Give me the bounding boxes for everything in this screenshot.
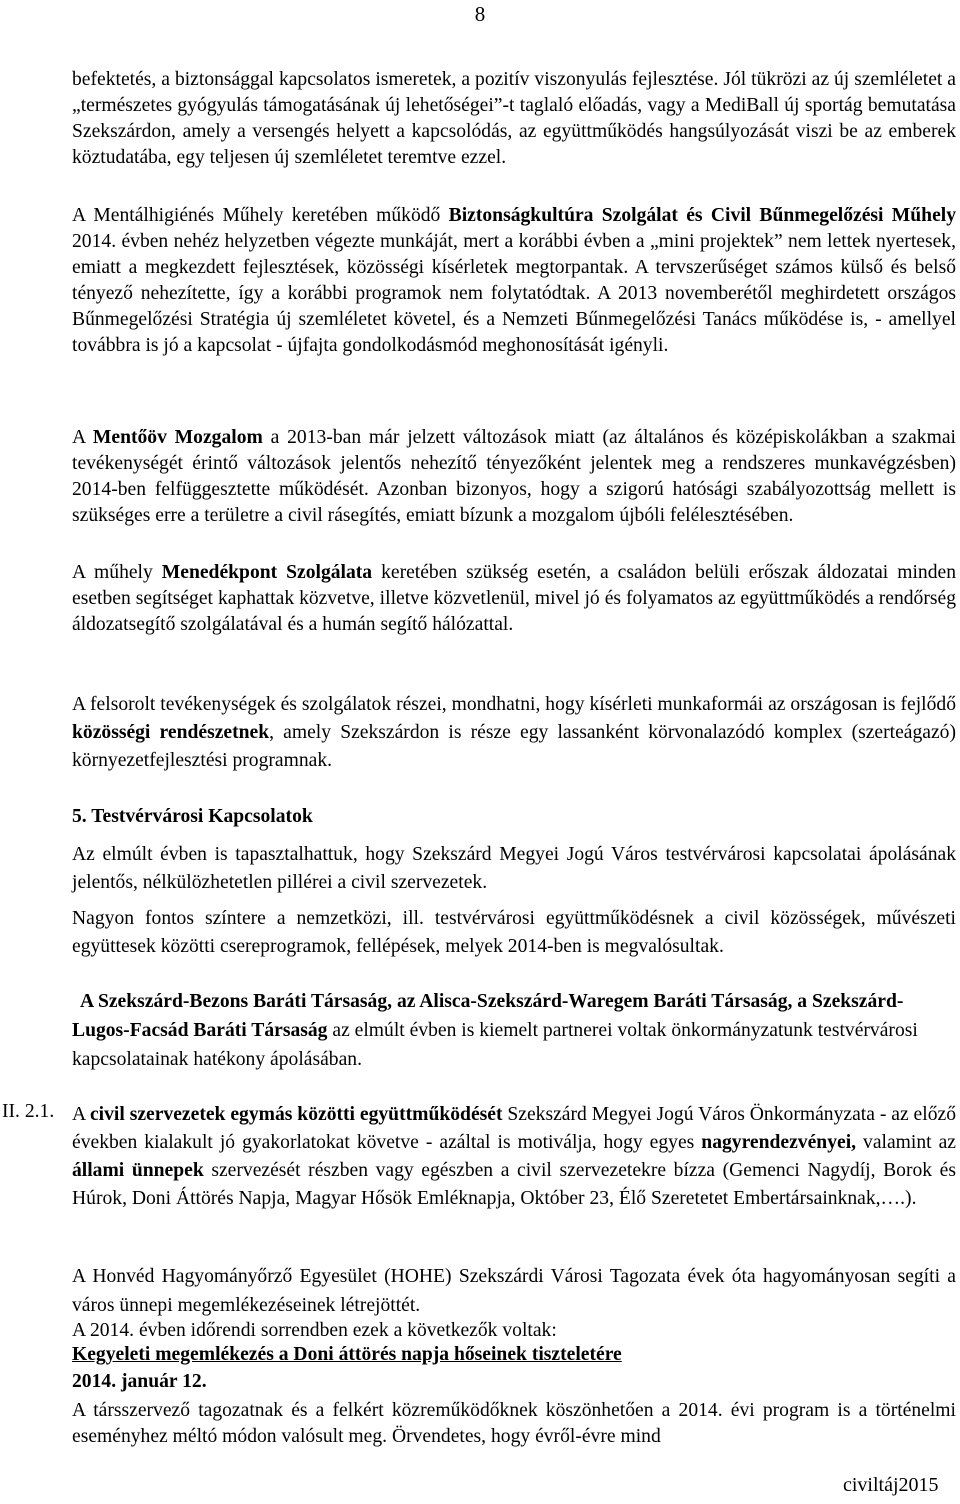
paragraph-mentalhigiene — [72, 203, 956, 359]
paragraph-hohe — [72, 1262, 956, 1320]
paragraph-mentooov — [72, 425, 956, 529]
event-title: Kegyeleti megemlékezés a Doni áttörés napja hőseinek tiszteletére — [72, 1344, 622, 1365]
text-run: a 2013-ban már jelzett változások miatt (az általános és középiskolákban a szakmai tevékenységét érintő változások jelentős nehezítő tényezőként jelentek meg a rendszeres munkavégzésben) 2014-ben felfüggesztette működését. Azonban bizonyos, hogy a szigorú hatósági szabályozottság mellett is szükséges erre a területre a civil rásegítés, emiatt bízunk a mozgalom újbóli felélesztésében. — [72, 427, 956, 526]
text-run: Az elmúlt évben is tapasztalhattuk, hogy Szekszárd Megyei Jogú Város testvérvárosi kapcsolatai ápolásának jelentős, nélkülözhetetlen pillérei a civil szervezetek. — [72, 844, 956, 893]
text-run: Szekszárd Megyei Jogú Város Önkormányzata - az előző években kialakult jó gyakorlatokat követve - azáltal is motiválja, hogy egyes — [72, 1104, 956, 1153]
paragraph-testvervarosi-1 — [72, 841, 956, 897]
bold-run: állami ünnepek — [72, 1160, 204, 1181]
page-number: 8 — [474, 2, 486, 26]
bold-run: közösségi rendészetnek — [72, 722, 270, 743]
text-run: az elmúlt évben is kiemelt partnerei voltak önkormányzatunk testvérvárosi kapcsolatainak hatékony ápolásában. — [72, 1020, 918, 1070]
paragraph-menedekpont — [72, 560, 956, 638]
text-run: , amely Szekszárdon is része egy lassanként körvonalazódó komplex (szerteágazó) környezetfejlesztési programnak. — [72, 722, 956, 771]
text-run: keretében szükség esetén, a családon belüli erőszak áldozatai minden esetben segítséget kaphattak közvetve, illetve közvetlenül, mivel jó és folyamatos az együttműködés a rendőrség áldozatsegítő szolgálatával és a humán segítő hálózattal. — [72, 562, 956, 635]
bold-run: Biztonságkultúra Szolgálat és Civil Bűnmegelőzési Műhely — [448, 205, 957, 226]
text-run: A — [72, 427, 93, 448]
text-run: A — [72, 1104, 90, 1125]
paragraph-intro-text: befektetés, a biztonsággal kapcsolatos ismeretek, a pozitív viszonyulás fejlesztése. Jól tükrözi az új szemléletet a „természetes gyógyulás támogatásának új lehetőségei”-t taglaló előadás, vagy a MediBall új sportág bemutatása Szekszárdon, amely a versengés helyett a kapcsolódás, az együttműködés hangsúlyozását viszi be az emberek köztudatába, egy teljesen új szemléletet teremtve ezzel. — [72, 69, 956, 168]
text-run: A 2014. évben időrendi sorrendben ezek a következők voltak: — [72, 1320, 557, 1341]
footer-text: civiltáj2015 — [843, 1474, 939, 1496]
paragraph-tarsszervezo — [72, 1398, 956, 1450]
text-run: A Mentálhigiénés Műhely keretében működő — [72, 205, 449, 226]
paragraph-idorend — [72, 1318, 956, 1344]
paragraph-civil-egyuttmukodes — [72, 1101, 956, 1213]
section-heading: 5. Testvérvárosi Kapcsolatok — [72, 806, 313, 827]
event-date: 2014. január 12. — [72, 1371, 207, 1392]
text-run: 2014. évben nehéz helyzetben végezte munkáját, mert a korábbi évben a „mini projektek” nem lettek nyertesek, emiatt a megkezdett fejlesztések, közösségi kísérletek megtorpantak. A tervszerűséget számos külső és belső tényező nehezítette, így a korábbi programok nem folytatódtak. A 2013 novemberétől meghirdetett országos Bűnmegelőzési Stratégia új szemléletet követel, és a Nemzeti Bűnmegelőzési Tanács működése is, - amellyel továbbra is jó a kapcsolat - újfajta gondolkodásmód meghonosítását igényli. — [72, 231, 956, 356]
bold-run: A Szekszárd-Bezons Baráti Társaság, az Alisca-Szekszárd-Waregem Baráti Társaság, a Szekszárd-Lugos-Facsád Baráti Társaság — [72, 991, 904, 1041]
bold-run: civil szervezetek egymás közötti együttműködését — [89, 1104, 503, 1125]
paragraph-testvervarosi-2 — [72, 905, 956, 961]
paragraph-intro — [72, 67, 956, 171]
bold-run: Mentőöv Mozgalom — [92, 427, 263, 448]
text-run: A felsorolt tevékenységek és szolgálatok részei, mondhatni, hogy kísérleti munkaformái az országosan is fejlődő — [72, 694, 956, 715]
bold-run: nagyrendezvényei, — [701, 1132, 857, 1153]
section-label: II. 2.1. — [2, 1101, 55, 1122]
paragraph-barati-tarsasagok — [72, 987, 956, 1074]
bold-run: Menedékpont Szolgálata — [161, 562, 373, 583]
paragraph-kozossegi-rendeszet — [72, 691, 956, 775]
text-run: A Honvéd Hagyományőrző Egyesület (HOHE) Szekszárdi Városi Tagozata évek óta hagyományosan segíti a város ünnepi megemlékezéseinek létrejöttét. — [72, 1266, 956, 1316]
text-run: valamint az — [856, 1132, 957, 1153]
text-run: A társszervező tagozatnak és a felkért közreműködőknek köszönhetően a 2014. évi program is a történelmi eseményhez méltó módon valósult meg. Örvendetes, hogy évről-évre mind — [72, 1400, 956, 1447]
text-run: Nagyon fontos színtere a nemzetközi, ill. testvérvárosi együttműködésnek a civil közösségek, művészeti együttesek közötti csereprogramok, fellépések, melyek 2014-ben is megvalósultak. — [72, 908, 956, 957]
text-run: A műhely — [72, 562, 162, 583]
text-run: szervezését részben vagy egészben a civil szervezetekre bízza (Gemenci Nagydíj, Borok és Húrok, Doni Áttörés Napja, Magyar Hősök Emléknapja, Október 23, Élő Szeretetet Embertársainknak,….). — [72, 1160, 957, 1209]
